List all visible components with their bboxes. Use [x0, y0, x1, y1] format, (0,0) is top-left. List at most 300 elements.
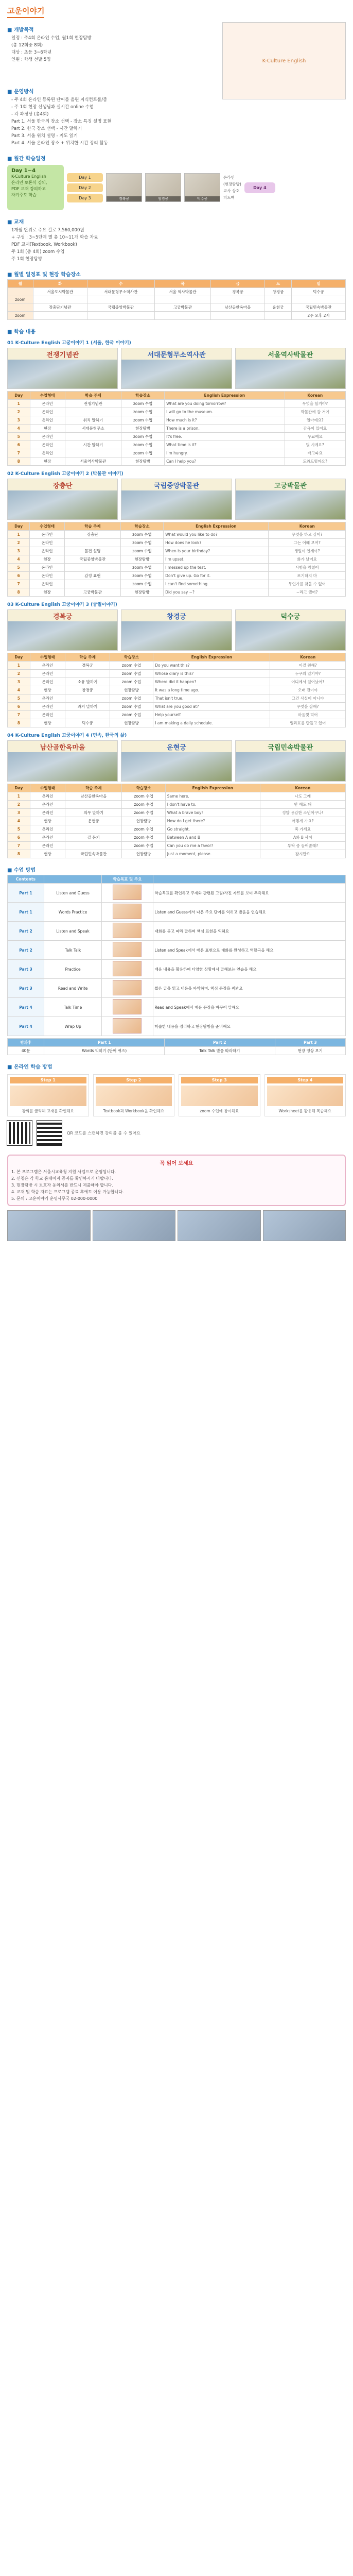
materials-line: 1개월 단위로 주요 길로 7,560,000원 — [11, 228, 84, 233]
materials-line: PDF 교재(Textbook, Workbook) — [11, 242, 77, 247]
course-title: 02 K-Culture English 고궁이야기 2 (박물관 이야기) — [7, 471, 123, 477]
course-row — [8, 792, 346, 801]
course-cell: zoom 수업 — [122, 825, 165, 834]
course-banner-row — [7, 740, 346, 782]
schedule-header: 월 — [8, 280, 33, 288]
course-cell: 국립중앙박물관 — [65, 555, 121, 564]
course-cell — [65, 408, 121, 416]
method-desc: Listen and Guess에서 나온 주요 단어를 익히고 발음을 연습해요 — [153, 903, 345, 922]
course-cell: Where did it happen? — [153, 678, 270, 686]
step-text: Textbook과 Workbook을 확인해요 — [103, 1109, 165, 1113]
schedule-cell — [33, 296, 87, 303]
course-table — [7, 653, 346, 727]
course-cell: zoom 수업 — [122, 801, 165, 809]
course-header: Korean — [270, 653, 346, 662]
course-banner-card — [7, 609, 118, 651]
course-cell: zoom 수업 — [110, 711, 153, 719]
place-photo-label: 창경궁 — [146, 196, 181, 201]
place-photo — [145, 173, 181, 202]
method-part: Part 4 — [8, 998, 44, 1017]
schedule-cell — [87, 296, 154, 303]
course-cell: That isn't true. — [153, 694, 270, 703]
course-cell: 마음껏 먹어 — [270, 711, 346, 719]
course-cell: How much is it? — [165, 416, 285, 425]
course-banner-image — [8, 752, 117, 781]
course-row — [8, 572, 346, 580]
course-cell: A와 B 사이 — [260, 834, 345, 842]
course-banner-title: 덕수궁 — [236, 610, 345, 621]
materials-title: ■ 교재 — [7, 217, 346, 225]
steps-title: ■ 온라인 학습 방법 — [7, 1062, 346, 1070]
course-row — [8, 580, 346, 588]
course-cell: 2 — [8, 670, 30, 678]
method-row — [8, 979, 346, 998]
course-banner-image — [121, 360, 231, 388]
step-card — [179, 1074, 260, 1116]
course-cell: 4 — [8, 425, 30, 433]
method-thumb — [102, 960, 153, 979]
side-note: 온라인 — [223, 175, 235, 180]
course-row — [8, 686, 346, 694]
course-cell: I messed up the test. — [164, 564, 269, 572]
steps-row — [7, 1074, 346, 1116]
course-cell: How does he look? — [164, 539, 269, 547]
course-row — [8, 547, 346, 555]
day-label: Day 1 — [67, 173, 103, 182]
course-cell: 물건 설명 — [65, 547, 121, 555]
course-cell: 서울역사박물관 — [65, 457, 121, 466]
course-cell: 7 — [8, 842, 30, 850]
side-note: (현장탐방) — [223, 182, 241, 187]
course-banner-title: 운현궁 — [121, 741, 231, 752]
day-flow — [7, 165, 346, 210]
course-cell: 감옥이 있어요 — [285, 425, 346, 433]
course-header: English Expression — [153, 653, 270, 662]
course-header: 학습 주제 — [65, 522, 121, 531]
method-thumbnail — [113, 1018, 142, 1033]
course-banner-image — [236, 752, 345, 781]
course-row — [8, 678, 346, 686]
method-activity: Listen and Guess — [44, 884, 101, 903]
course-header: 학습 주제 — [65, 784, 122, 792]
course-banner-row — [7, 348, 346, 389]
course-banner-title: 서울역사박물관 — [236, 348, 345, 360]
course-cell: zoom 수업 — [122, 792, 165, 801]
course-cell: 온라인 — [30, 416, 65, 425]
course-cell: 온라인 — [30, 809, 65, 817]
schedule-cell: 국립중앙박물관 — [87, 303, 154, 312]
course-cell: zoom 수업 — [122, 842, 165, 850]
schedule-cell — [8, 288, 33, 296]
course-cell: 나도 그래 — [260, 792, 345, 801]
method-extra-cell: 현장 영상 보기 — [275, 1047, 345, 1055]
method-thumb — [102, 941, 153, 960]
course-table-body — [8, 400, 346, 466]
step-text: zoom 수업에 참여해요 — [200, 1109, 239, 1113]
course-table — [7, 522, 346, 597]
step-image — [181, 1086, 258, 1106]
overview-line: Part 1. 서울 한국의 장소 선택 - 장소 특징 설명 표현 — [11, 119, 112, 124]
course-cell: 온라인 — [30, 531, 65, 539]
course-cell: ~라고 했어? — [269, 588, 346, 597]
course-cell: Just a moment, please. — [165, 850, 260, 858]
side-note: 교사 상호 — [223, 189, 240, 193]
schedule-cell — [211, 296, 265, 303]
day4-box: Day 4 — [244, 182, 275, 193]
course-cell: 2 — [8, 539, 30, 547]
course-row — [8, 801, 346, 809]
course-row — [8, 842, 346, 850]
method-part: Part 1 — [8, 903, 44, 922]
course-header: 수업형태 — [30, 392, 65, 400]
course-cell: 시험을 망쳤어 — [269, 564, 346, 572]
method-thumb — [102, 884, 153, 903]
method-desc: 짧은 글을 읽고 내용을 파악하며, 핵심 문장을 써봐요 — [153, 979, 345, 998]
schedule-cell: 장충단기념관 — [33, 303, 87, 312]
course-row — [8, 694, 346, 703]
method-thumb — [102, 998, 153, 1017]
course-title: 04 K-Culture English 고궁이야기 4 (민속, 한국의 삶) — [7, 733, 127, 738]
course-row — [8, 670, 346, 678]
course-header: Day — [8, 784, 30, 792]
course-table-head — [8, 784, 346, 792]
course-cell — [65, 694, 110, 703]
schedule-cell: 경복궁 — [211, 288, 265, 296]
schedule-cell — [87, 312, 154, 320]
course-banner-card — [121, 479, 232, 520]
step-text: Worksheet를 활용해 복습해요 — [278, 1109, 332, 1113]
course-cell: 감정 표현 — [65, 572, 121, 580]
course-banner-card — [235, 348, 346, 389]
course-row — [8, 449, 346, 457]
course-cell: 남산골한옥마을 — [65, 792, 122, 801]
course-banner-card — [235, 740, 346, 782]
method-header: Contents — [8, 875, 44, 884]
course-banner-image — [236, 490, 345, 519]
method-activity: Practice — [44, 960, 101, 979]
course-row — [8, 825, 346, 834]
course-cell: 8 — [8, 850, 30, 858]
overview-line: Part 3. 서울 위치 설명 - 지도 읽기 — [11, 133, 78, 139]
course-row — [8, 817, 346, 825]
notice-title: 꼭 읽어 보세요 — [160, 1161, 193, 1166]
course-cell: It's free. — [165, 433, 285, 441]
course-cell: 온라인 — [30, 547, 65, 555]
course-cell: 온라인 — [30, 678, 65, 686]
course-title: 01 K-Culture English 고궁이야기 1 (서울, 한국 이야기) — [7, 341, 131, 346]
method-extra-cell: Part 2 — [164, 1039, 275, 1047]
course-cell: 현장 — [30, 425, 65, 433]
schedule-header: 목 — [154, 280, 210, 288]
page-title: 고운이야기 — [7, 5, 44, 18]
course-cell: zoom 수업 — [121, 441, 165, 449]
course-cell: 3 — [8, 547, 30, 555]
course-cell: 온라인 — [30, 825, 65, 834]
course-cell: 5 — [8, 694, 30, 703]
course-cell: 현장탐방 — [121, 457, 165, 466]
course-cell: 몇 시예요? — [285, 441, 346, 449]
course-cell: zoom 수업 — [120, 539, 163, 547]
course-title: 03 K-Culture English 고궁이야기 3 (궁궐이야기) — [7, 602, 117, 607]
course-cell: 8 — [8, 719, 30, 727]
notice-line: 5. 문의 : 고운이야기 운영사무국 02-000-0000 — [11, 1196, 98, 1201]
course-banner-image — [236, 360, 345, 388]
course-cell: What would you like to do? — [164, 531, 269, 539]
course-cell: zoom 수업 — [110, 703, 153, 711]
course-banner-card — [121, 740, 232, 782]
course-cell: 6 — [8, 441, 30, 449]
course-cell — [65, 801, 122, 809]
course-cell: What are you doing tomorrow? — [165, 400, 285, 408]
method-part: Part 1 — [8, 884, 44, 903]
course-cell: 무엇을 하고 싶어? — [269, 531, 346, 539]
step-image — [267, 1086, 344, 1106]
course-cell: zoom 수업 — [122, 834, 165, 842]
intro-line: 인원 : 학생 선발 5명 — [11, 57, 51, 62]
place-photo-label: 덕수궁 — [185, 196, 220, 201]
method-activity: Wrap Up — [44, 1017, 101, 1036]
course-cell: I can't find something. — [164, 580, 269, 588]
course-banner-title: 국립민속박물관 — [236, 741, 345, 752]
course-banner-image — [8, 360, 117, 388]
schedule-cell — [292, 296, 346, 303]
course-row — [8, 834, 346, 842]
place-photo — [184, 173, 220, 202]
place-photo — [106, 173, 142, 202]
course-cell: 현장 — [30, 686, 65, 694]
day-labels — [67, 173, 103, 202]
method-activity: Talk Time — [44, 998, 101, 1017]
notice-section — [0, 1147, 353, 1243]
course-banner-card — [121, 348, 232, 389]
method-part: Part 3 — [8, 960, 44, 979]
course-cell: 그건 사실이 아니야 — [270, 694, 346, 703]
method-thumbnail — [113, 923, 142, 938]
course-cell: zoom 수업 — [121, 449, 165, 457]
method-desc: 대화를 듣고 따라 말하며 핵심 표현을 익혀요 — [153, 922, 345, 941]
course-cell: 배고파요 — [285, 449, 346, 457]
course-row — [8, 433, 346, 441]
course-cell: 온라인 — [30, 449, 65, 457]
course-banner-image — [121, 752, 231, 781]
method-extra-row — [8, 1047, 346, 1055]
course-cell: zoom 수업 — [120, 564, 163, 572]
course-cell: 위치 말하기 — [65, 416, 121, 425]
course-cell — [65, 564, 121, 572]
course-cell: zoom 수업 — [120, 547, 163, 555]
course-cell: 2 — [8, 801, 30, 809]
course-cell: 6 — [8, 703, 30, 711]
course-cell: 소유 말하기 — [65, 678, 110, 686]
course-cell: 현장탐방 — [110, 719, 153, 727]
course-cell: 4 — [8, 817, 30, 825]
step-card — [264, 1074, 346, 1116]
schedule-row — [8, 312, 346, 320]
course-cell: 온라인 — [30, 711, 65, 719]
course-cell: 현장탐방 — [120, 588, 163, 597]
notice-line: 4. 교재 및 학습 자료는 프로그램 종료 후에도 이용 가능합니다. — [11, 1190, 124, 1194]
method-part: Part 3 — [8, 979, 44, 998]
course-cell: 1 — [8, 792, 30, 801]
course-cell: 국립민속박물관 — [65, 850, 122, 858]
schedule-cell: 고궁박물관 — [154, 303, 210, 312]
course-cell: Help yourself. — [153, 711, 270, 719]
course-cell: 이걸 원해? — [270, 662, 346, 670]
course-cell: 현장 — [30, 850, 65, 858]
course-row — [8, 564, 346, 572]
steps-section — [0, 1057, 353, 1147]
qr-code-icon[interactable] — [7, 1121, 32, 1145]
step-image — [10, 1086, 86, 1106]
course-cell: 8 — [8, 457, 30, 466]
day-label: Day 2 — [67, 183, 103, 192]
course-table-head — [8, 392, 346, 400]
course-row — [8, 809, 346, 817]
method-header — [153, 875, 345, 884]
course-banner-title: 국립중앙박물관 — [121, 479, 231, 490]
method-thumbnail — [113, 999, 142, 1014]
step-text: 강의를 클릭해 교재를 확인해요 — [22, 1109, 74, 1113]
side-notes — [223, 175, 241, 200]
schedule-cell: 남산골한옥마을 — [211, 303, 265, 312]
method-thumb — [102, 903, 153, 922]
overview-title: ■ 운영방식 — [7, 87, 346, 95]
schedule-title: ■ 월별 일정표 및 현장 학습장소 — [7, 270, 346, 278]
schedule-table — [7, 279, 346, 320]
materials-line: 주 1회 (총 4회) zoom 수업 — [11, 249, 65, 255]
method-extra-row — [8, 1039, 346, 1047]
overview-line: - 각 과정당 (총4회) — [11, 112, 49, 117]
overview-line: Part 4. 서울 온라인 장소 + 위치한 시간 정리 활동 — [11, 141, 108, 146]
course-cell: 7 — [8, 580, 30, 588]
schedule-cell: 2주 오후 2시 — [292, 312, 346, 320]
method-extra-cell: Talk Talk 발음 따라하기 — [164, 1047, 275, 1055]
method-desc: Read and Speak에서 배운 문장을 바꾸어 말해요 — [153, 998, 345, 1017]
course-cell: 도와드릴까요? — [285, 457, 346, 466]
step-image — [96, 1086, 172, 1106]
course-cell: 무엇을 잘해? — [270, 703, 346, 711]
course-table-head — [8, 653, 346, 662]
gallery-photo — [7, 1210, 91, 1241]
course-row — [8, 457, 346, 466]
course-cell: 부탁 좀 들어줄래? — [260, 842, 345, 850]
course-cell: I will go to the museum. — [165, 408, 285, 416]
day1-line: K-Culture English — [11, 174, 46, 179]
method-thumb — [102, 922, 153, 941]
course-banner-title: 창경궁 — [121, 610, 231, 621]
day1-line: 자기주도 학습 — [11, 193, 37, 197]
course-cell: 온라인 — [30, 572, 65, 580]
course-cell: I don't have to. — [165, 801, 260, 809]
method-extra-cell: Words 익히기 (단어 퀴즈) — [44, 1047, 164, 1055]
course-cell: 의무 말하기 — [65, 809, 122, 817]
course-cell: 온라인 — [30, 564, 65, 572]
course-cell: 쭉 가세요 — [260, 825, 345, 834]
qr-caption: QR 코드를 스캔하면 강의를 볼 수 있어요 — [67, 1130, 141, 1136]
method-extra-cell: 40분 — [8, 1047, 44, 1055]
method-activity: Listen and Speak — [44, 922, 101, 941]
course-cell: 현장탐방 — [121, 425, 165, 433]
course-cell: 운현궁 — [65, 817, 122, 825]
course-banner-row — [7, 609, 346, 651]
method-extra-table — [7, 1038, 346, 1055]
course-cell: zoom 수업 — [120, 580, 163, 588]
course-cell: 4 — [8, 686, 30, 694]
course-row — [8, 539, 346, 547]
course-header: English Expression — [165, 392, 285, 400]
schedule-cell — [8, 303, 33, 312]
day1-box — [7, 165, 64, 210]
method-extra-cell: 방과후 — [8, 1039, 44, 1047]
method-thumbnail — [113, 980, 142, 995]
step-head: Step 1 — [10, 1077, 86, 1083]
course-banner-card — [7, 348, 118, 389]
qr-code-icon[interactable] — [37, 1121, 62, 1145]
course-cell: 온라인 — [30, 539, 65, 547]
method-section — [0, 860, 353, 1057]
method-desc: 학습한 내용을 정리하고 현장탐방을 준비해요 — [153, 1017, 345, 1036]
method-thumb — [102, 979, 153, 998]
step-head: Step 3 — [181, 1077, 258, 1083]
schedule-cell — [154, 296, 210, 303]
day1-line: PDF 교재 강의하고 — [11, 187, 46, 191]
course-cell: 1 — [8, 400, 30, 408]
materials-section — [0, 212, 353, 265]
course-cell: 창경궁 — [65, 686, 110, 694]
notice-line: 1. 본 프로그램은 서울시교육청 지원 사업으로 운영됩니다. — [11, 1170, 116, 1174]
course-cell: 장충단 — [65, 531, 121, 539]
course-cell: 온라인 — [30, 703, 65, 711]
course-banner-title: 장충단 — [8, 479, 117, 490]
course-cell: Do you want this? — [153, 662, 270, 670]
course-header-row — [8, 784, 346, 792]
course-row — [8, 850, 346, 858]
schedule-header: 수 — [87, 280, 154, 288]
course-cell: How do I get there? — [165, 817, 260, 825]
course-header: 학습 주제 — [65, 392, 121, 400]
course-cell: 현장탐방 — [122, 850, 165, 858]
course-cell: 5 — [8, 564, 30, 572]
course-cell: There is a prison. — [165, 425, 285, 433]
course-cell: Same here. — [165, 792, 260, 801]
method-row — [8, 998, 346, 1017]
method-extra-cell: Part 1 — [44, 1039, 164, 1047]
gallery-photo — [93, 1210, 176, 1241]
course-cell: 길 묻기 — [65, 834, 122, 842]
schedule-row — [8, 303, 346, 312]
course-cell: 온라인 — [30, 408, 65, 416]
course-cell: 온라인 — [30, 400, 65, 408]
course-cell — [65, 670, 110, 678]
course-cell: Did you say ~? — [164, 588, 269, 597]
method-header: 학습목표 및 주요 — [102, 875, 153, 884]
course-cell: zoom 수업 — [122, 809, 165, 817]
course-banner-card — [7, 479, 118, 520]
course-cell: 7 — [8, 711, 30, 719]
course-header: 수업형태 — [30, 522, 65, 531]
course-cell: I am making a daily schedule. — [153, 719, 270, 727]
method-desc: 학습목표를 확인하고 주제와 관련된 그림/사진 자료를 보며 추측해요 — [153, 884, 345, 903]
course-cell: 3 — [8, 809, 30, 817]
course-banner-image — [121, 621, 231, 650]
day1-title: Day 1~4 — [11, 168, 36, 174]
weekly-section — [0, 149, 353, 212]
schedule-section — [0, 265, 353, 322]
method-desc: Listen and Speak에서 배운 표현으로 대화를 완성하고 역할극을 해요 — [153, 941, 345, 960]
course-cell: 화가 났어요 — [269, 555, 346, 564]
method-thumbnail — [113, 961, 142, 976]
course-cell: 시간 말하기 — [65, 441, 121, 449]
